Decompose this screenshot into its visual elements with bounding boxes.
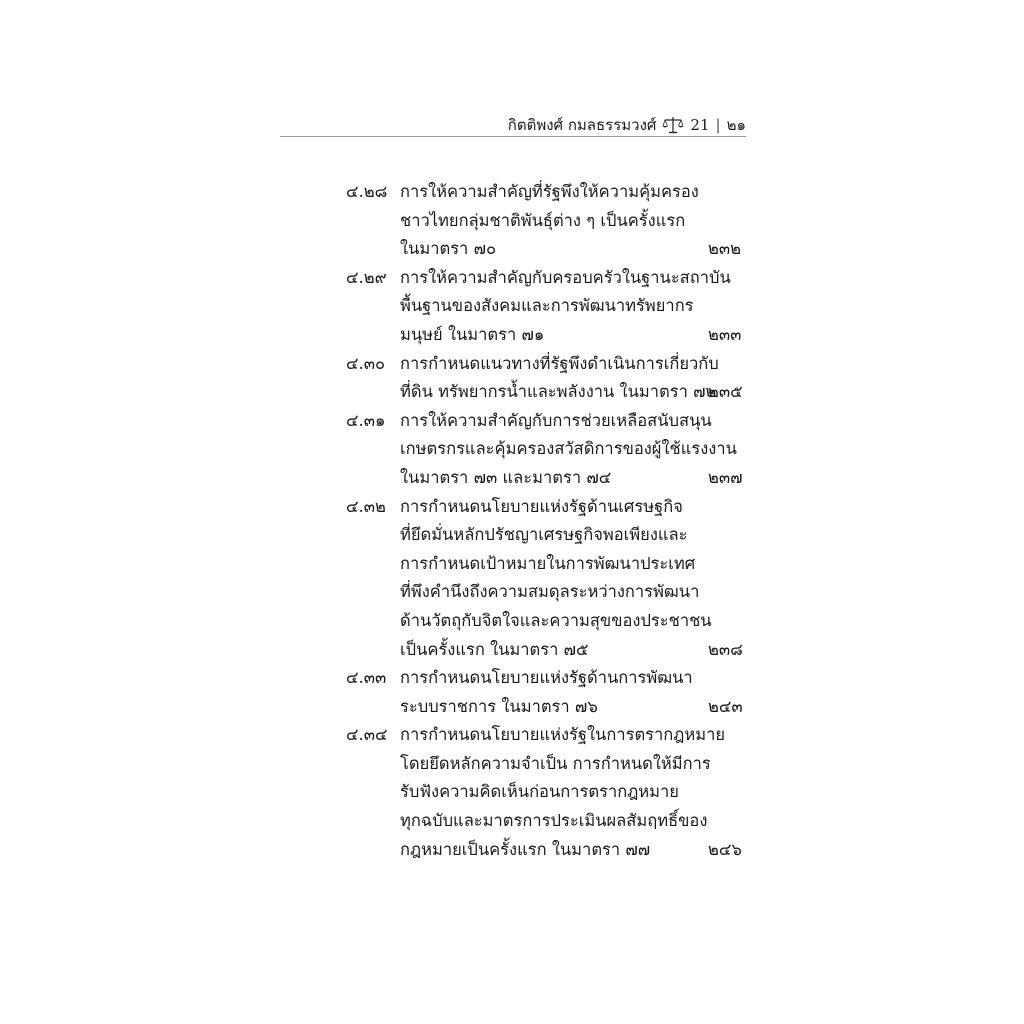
toc-entry-line	[346, 778, 754, 807]
header-author: กิตติพงศ์ กมลธรรมวงศ์	[507, 116, 657, 134]
toc-entry	[346, 350, 754, 407]
toc-entry-title: ในมาตรา ๗๐	[400, 239, 497, 259]
toc-entry-page: ๒๓๓	[708, 324, 742, 344]
toc-entry-line	[346, 235, 754, 264]
toc-entry-line	[346, 464, 754, 493]
toc-entry-title: มนุษย์ ในมาตรา ๗๑	[400, 324, 545, 344]
toc-entry-title: การให้ความสำคัญที่รัฐพึงให้ความคุ้มครอง	[400, 182, 699, 201]
toc-entry-title: ระบบราชการ ในมาตรา ๗๖	[400, 696, 598, 716]
header-page-thai: ๒๑	[726, 116, 746, 134]
toc-entry-title: ชาวไทยกลุ่มชาติพันธุ์ต่าง ๆ เป็นครั้งแรก	[400, 210, 686, 230]
toc-entry-page: ๒๔๓	[708, 696, 743, 716]
toc-entry-line	[346, 750, 754, 779]
header-divider: |	[715, 116, 721, 134]
toc-entry-title: รับฟังความคิดเห็นก่อนการตรากฎหมาย	[400, 782, 679, 802]
toc-entry-line	[346, 378, 754, 407]
toc-entry-line	[346, 664, 754, 693]
toc-entry-page: ๒๓๗	[708, 467, 743, 487]
toc-entry-page: ๒๓๘	[708, 639, 743, 659]
toc-entry-line	[346, 264, 754, 293]
toc-entry-title: ที่พึงคำนึงถึงความสมดุลระหว่างการพัฒนา	[400, 582, 700, 602]
toc-entry-title: การกำหนดนโยบายแห่งรัฐในการตรากฎหมาย	[400, 725, 726, 745]
header-page-arabic: 21	[690, 116, 710, 134]
toc-entry-line	[346, 178, 754, 207]
toc-entry-title: การให้ความสำคัญกับครอบครัวในฐานะสถาบัน	[400, 267, 731, 287]
toc-entry	[346, 178, 754, 264]
toc-entry-title: ด้านวัตถุกับจิตใจและความสุขของประชาชน	[400, 610, 712, 630]
toc-entry-line	[346, 407, 754, 436]
toc-entry-title: การกำหนดนโยบายแห่งรัฐด้านเศรษฐกิจ	[400, 496, 683, 516]
toc-entry-title: พื้นฐานของสังคมและการพัฒนาทรัพยากร	[400, 296, 694, 316]
toc-entry-line	[346, 435, 754, 464]
toc-entry-title: ทุกฉบับและมาตรการประเมินผลสัมฤทธิ์ของ	[400, 811, 708, 831]
toc-entry-line	[346, 607, 754, 636]
toc-entry-line	[346, 550, 754, 579]
toc-entry-line	[346, 321, 754, 350]
toc-entry-title: การกำหนดเป้าหมายในการพัฒนาประเทศ	[400, 553, 696, 573]
toc-entry-line	[346, 350, 754, 379]
running-header	[280, 114, 746, 137]
toc-entry-title: กฎหมายเป็นครั้งแรก ในมาตรา ๗๗	[400, 839, 651, 859]
toc-entry-title: โดยยึดหลักความจำเป็น การกำหนดให้มีการ	[400, 753, 711, 773]
toc-entry-number: ๔.๓๒	[346, 496, 386, 516]
toc-entry-title: เกษตรกรและคุ้มครองสวัสดิการของผู้ใช้แรงงาน	[400, 439, 737, 459]
toc-entry-line	[346, 807, 754, 836]
toc-entry-title: ในมาตรา ๗๓ และมาตรา ๗๔	[400, 467, 612, 487]
toc-entry-line	[346, 292, 754, 321]
toc-entry-line	[346, 693, 754, 722]
toc-entry	[346, 664, 754, 721]
toc-entry-line	[346, 578, 754, 607]
toc-entry-line	[346, 721, 754, 750]
toc-entry-line	[346, 636, 754, 665]
toc-entry-title: ที่ดิน ทรัพยากรน้ำและพลังงาน ในมาตรา ๗๒	[400, 382, 717, 402]
toc-entry-number: ๔.๓๑	[346, 410, 386, 430]
toc-entry-page: ๒๓๒	[708, 239, 742, 259]
table-of-contents	[346, 178, 754, 864]
toc-entry	[346, 493, 754, 665]
toc-entry-number: ๔.๒๘	[346, 182, 388, 201]
toc-entry-title: การกำหนดแนวทางที่รัฐพึงดำเนินการเกี่ยวกับ	[400, 353, 719, 373]
toc-entry-title: เป็นครั้งแรก ในมาตรา ๗๕	[400, 639, 589, 659]
toc-entry-line	[346, 207, 754, 236]
toc-entry-number: ๔.๓๔	[346, 725, 388, 745]
toc-entry-number: ๔.๒๙	[346, 267, 387, 287]
toc-entry-title: การให้ความสำคัญกับการช่วยเหลือสนับสนุน	[400, 410, 712, 430]
toc-entry-title: ที่ยึดมั่นหลักปรัชญาเศรษฐกิจพอเพียงและ	[400, 525, 688, 545]
toc-entry-line	[346, 493, 754, 522]
toc-entry	[346, 407, 754, 493]
toc-entry-number: ๔.๓๐	[346, 353, 386, 373]
toc-entry	[346, 264, 754, 350]
toc-entry-number: ๔.๓๓	[346, 668, 387, 688]
toc-entry-line	[346, 836, 754, 865]
toc-entry-title: การกำหนดนโยบายแห่งรัฐด้านการพัฒนา	[400, 668, 693, 688]
toc-entry-page: ๒๓๕	[708, 382, 743, 402]
toc-entry-line	[346, 521, 754, 550]
scales-of-justice-icon	[662, 116, 684, 134]
toc-entry	[346, 721, 754, 864]
toc-entry-page: ๒๔๖	[708, 839, 742, 859]
